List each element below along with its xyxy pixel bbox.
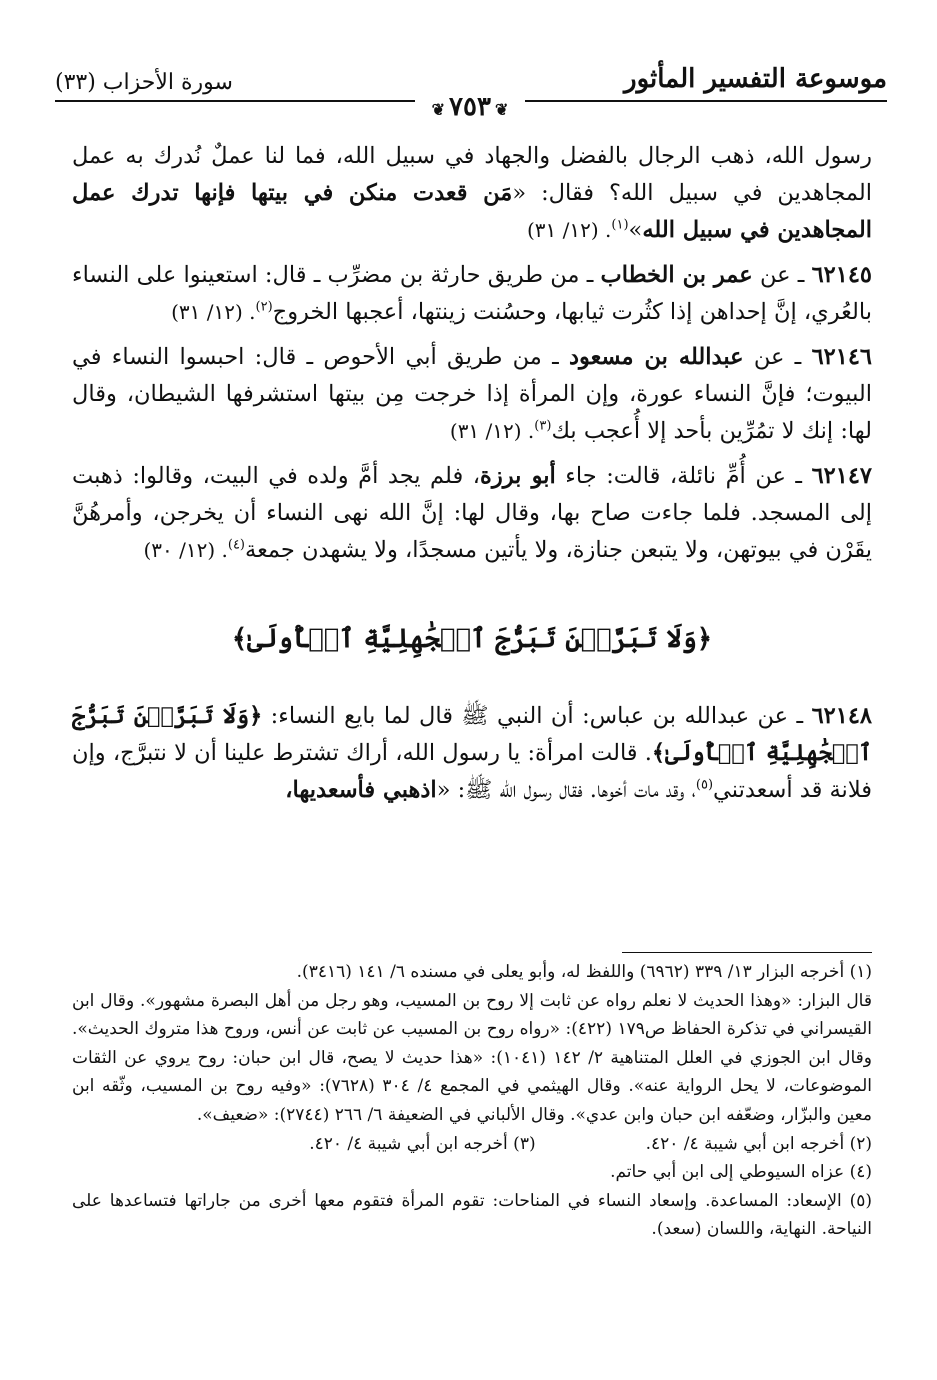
footnote-separator [622, 952, 872, 953]
paragraph [72, 698, 872, 809]
footnote-mark[interactable]: (٤) [227, 537, 245, 553]
main-text [72, 138, 872, 817]
volume-reference: . (١٢/ ٣٠) [143, 538, 228, 562]
hadith-quote: اذهبي فأسعديها، [285, 777, 437, 803]
paragraph [72, 138, 872, 249]
surah-label: سورة الأحزاب (٣٣) [55, 70, 233, 95]
text-run: ـ من طريق حارثة بن مضرِّب ـ قال: استعينوا على النساء بالعُري، إنَّ إحداهن إذا كثُرت ثيابها، وحسُنت زينتها، أعجبها الخروج [72, 262, 872, 325]
footnote-4: (٤) عزاه السيوطي إلى ابن أبي حاتم. [610, 1162, 872, 1183]
volume-reference: . (١٢/ ٣١) [449, 419, 535, 443]
text-run: ـ عن [743, 344, 812, 370]
text-run: ـ عن أُمِّ نائلة، قالت: جاء [555, 463, 812, 489]
paragraph [72, 339, 872, 450]
ayah-heading: ﴿وَلَا تَبَرَّجۡنَ تَبَرُّجَ ٱلۡجَٰهِلِيَّةِ ٱلۡأُولَىٰ﴾ [231, 624, 713, 654]
hadith-quote: مَن قعدت منكن في بيتها فإنها تدرك عمل المجاهدين في سبيل الله [72, 180, 872, 243]
footnote-1: (١) أخرجه البزار ١٣/ ٣٣٩ (٦٩٦٢) واللفظ له، وأبو يعلى في مسنده ٦/ ١٤١ (٣٤١٦). [296, 962, 872, 982]
text-run: » [628, 217, 643, 243]
footnote-2: (٢) أخرجه ابن أبي شيبة ٤/ ٤٢٠. [645, 1133, 872, 1154]
text-run: . قالت امرأة: يا رسول الله، أراك تشترط علينا أن لا نتبرَّج، وإن فلانة قد أسعدتني [72, 740, 872, 803]
page-number: ٧٥٣ [449, 92, 491, 122]
volume-reference: . (١٢/ ٣١) [171, 300, 256, 324]
text-run: ـ عن [752, 262, 812, 288]
footnotes [72, 958, 872, 1244]
footnote-1-commentary: قال البزار: «وهذا الحديث لا نعلم رواه عن ثابت إلا روح بن المسيب، وهو رجل من أهل البصرة مشهور». وقال ابن القيسراني في تذكرة الحفاظ ص١٧٩ (٤٢٢): «رواه روح بن المسيب عن ثابت عن أنس، وروح هذا متروك الحديث». وقال ابن الجوزي في العلل المتناهية ٢/ ١٤٢ (١٠٤١): «هذا حديث لا يصح، قال ابن حبان: روح يروي عن الثقات الموضوعات، لا يحل الرواية عنه». وقال الهيثمي في المجمع ٤/ ٣٠٤ (٧٦٢٨): «وفيه روح بن المسيب، وثّقه ابن معين والبزّار، وضعّفه ابن حبان وابن عدي». وقال الألباني في الضعيفة ٦/ ٢٦٦ (٢٧٤٤): «ضعيف». [72, 990, 873, 1125]
ornament-icon: ❦ [431, 100, 446, 119]
footnote-3: (٣) أخرجه ابن أبي شيبة ٤/ ٤٢٠. [309, 1133, 536, 1154]
volume-reference: . (١٢/ ٣١) [526, 218, 612, 242]
footnote-5: (٥) الإسعاد: المساعدة. وإسعاد النساء في المناحات: تقوم المرأة فتقوم معها أخرى من جاراتها فتساعدها على النياحة. النهاية، واللسان (سعد). [72, 1190, 872, 1240]
narration-number: ٦٢١٤٦ [811, 344, 872, 370]
narrator-name: أبو برزة [480, 463, 556, 489]
page-number-box [415, 92, 525, 122]
text-run: رسول الله، ذهب الرجال بالفضل والجهاد في سبيل الله، فما لنا عملٌ نُدرك به عمل المجاهدين في سبيل الله؟ فقال: « [72, 143, 872, 206]
footnote-mark[interactable]: (٢) [255, 299, 273, 315]
footnote-mark[interactable]: (٥) [695, 777, 714, 793]
narration-number: ٦٢١٤٨ [811, 703, 872, 729]
text-run: ، فلم يجد أمَّ ولده في البيت، وقالوا: ذهبت إلى المسجد. فلما جاءت صاح بها، وقال لها: إنَّ الله نهى النساء أن يخرجن، وأمرهُنَّ يقَرْن في بيوتهن، ولا يتبعن جنازة، ولا يأتين مسجدًا، ولا يشهدن جمعة [72, 463, 872, 563]
text-run: ـ عن عبدالله بن عباس: أن النبي ﷺ قال لما بايع النساء: [262, 703, 812, 729]
narration-number: ٦٢١٤٥ [811, 262, 872, 288]
text-run: ـ من طريق أبي الأحوص ـ قال: احبسوا النساء في البيوت؛ فإنَّ النساء عورة، وإن المرأة إذا خرجت مِن بيتها استشرفها الشيطان، وقال لها: إنك لا تمُرِّين بأحد إلا أُعجب بك [72, 344, 872, 444]
paragraph [72, 458, 872, 569]
ayah-quote: ﴿وَلَا تَبَرَّجۡنَ تَبَرُّجَ ٱلۡجَٰهِلِيَّةِ ٱلۡأُولَىٰ﴾ [72, 703, 873, 766]
narrator-name: عمر بن الخطاب [600, 262, 753, 288]
ornament-icon: ❦ [494, 100, 509, 119]
book-title: موسوعة التفسير المأثور [624, 64, 887, 94]
text-run: ، وقد مات أخوها. فقال رسول الله ﷺ: « [436, 777, 696, 803]
footnotes-2-3 [72, 1130, 872, 1159]
narrator-name: عبدالله بن مسعود [568, 344, 744, 370]
footnote-mark[interactable]: (٣) [534, 418, 552, 434]
narration-number: ٦٢١٤٧ [811, 463, 872, 489]
paragraph [72, 257, 872, 331]
footnote-mark[interactable]: (١) [611, 217, 629, 233]
